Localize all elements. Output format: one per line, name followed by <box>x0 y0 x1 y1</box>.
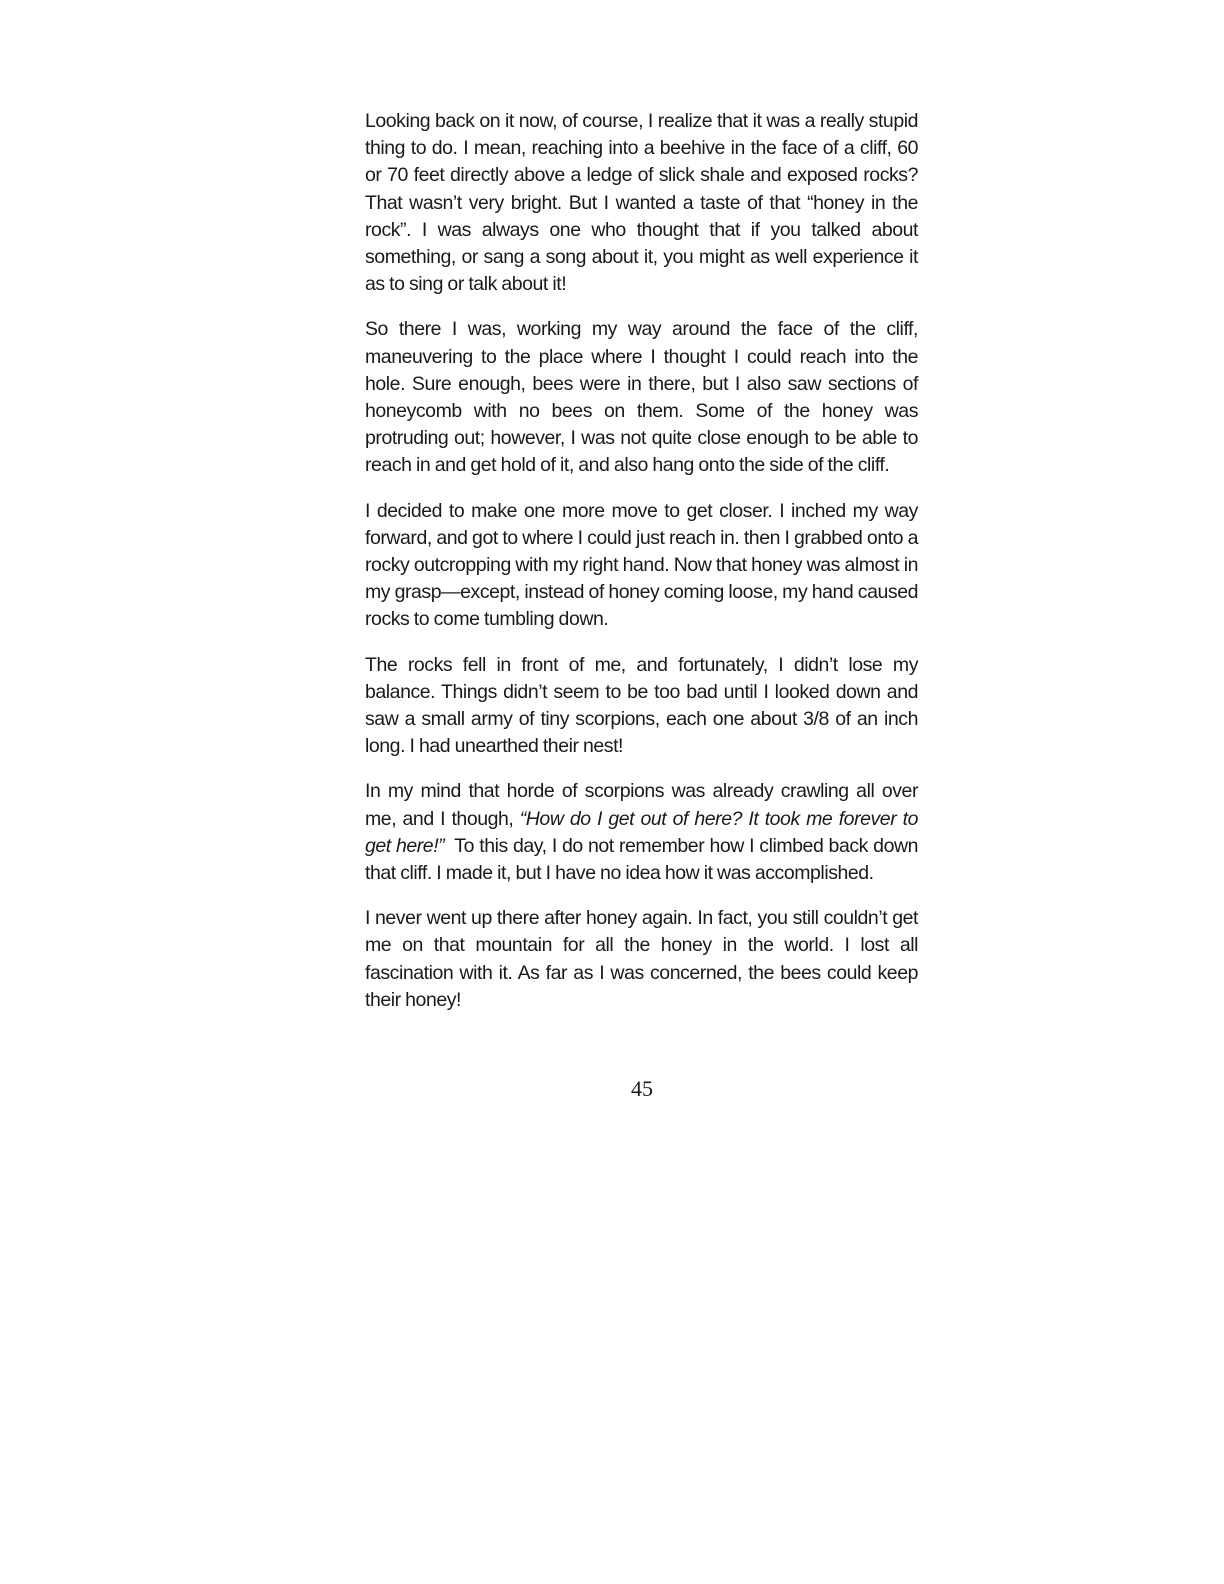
body-text <box>365 108 923 1014</box>
page-number: 45 <box>631 1076 653 1101</box>
paragraph-1: Looking back on it now, of course, I realize that it was a really stupid thing to do. I mean, reaching into a beehive in the face of a cliff, 60 or 70 feet directly above a ledge of slick shale and exposed rocks? That wasn’t very bright. But I wanted a taste of that “honey in the rock”. I was always one who thought that if you talked about something, or sang a song about it, you might as well experience it as to sing or talk about it! <box>365 110 918 296</box>
paragraph-5-lead: In my mind that horde of scorpions was already crawling all over me, and I though, <box>365 780 918 830</box>
paragraph-5-quote: “How do I get out of here? It took me forever to get here!” <box>365 807 918 857</box>
paragraph-3: I decided to make one more move to get closer. I inched my way forward, and got to where I could just reach in. then I grabbed onto a rocky outcropping with my right hand. Now that honey was almost in my grasp—except, instead of honey coming loose, my hand caused rocks to come tumbling down. <box>365 499 918 631</box>
paragraph-5-tail: To this day, I do not remember how I climbed back down that cliff. I made it, but I have no idea how it was accomplished. <box>365 834 923 885</box>
paragraph-6: I never went up there after honey again. In fact, you still couldn’t get me on that mountain for all the honey in the world. I lost all fascination with it. As far as I was concerned, the bees could keep their honey! <box>365 907 918 1011</box>
paragraph-4: The rocks fell in front of me, and fortunately, I didn’t lose my balance. Things didn’t seem to be too bad until I looked down and saw a small army of tiny scorpions, each one about 3/8 of an inch long. I had unearthed their nest! <box>365 653 918 758</box>
paragraph-5 <box>365 778 923 887</box>
paragraph-2: So there I was, working my way around the face of the cliff, maneuvering to the place where I thought I could reach into the hole. Sure enough, bees were in there, but I also saw sections of honeycomb with no bees on them. Some of the honey was protruding out; however, I was not quite close enough to be able to reach in and get hold of it, and also hang onto the side of the cliff. <box>365 318 918 477</box>
